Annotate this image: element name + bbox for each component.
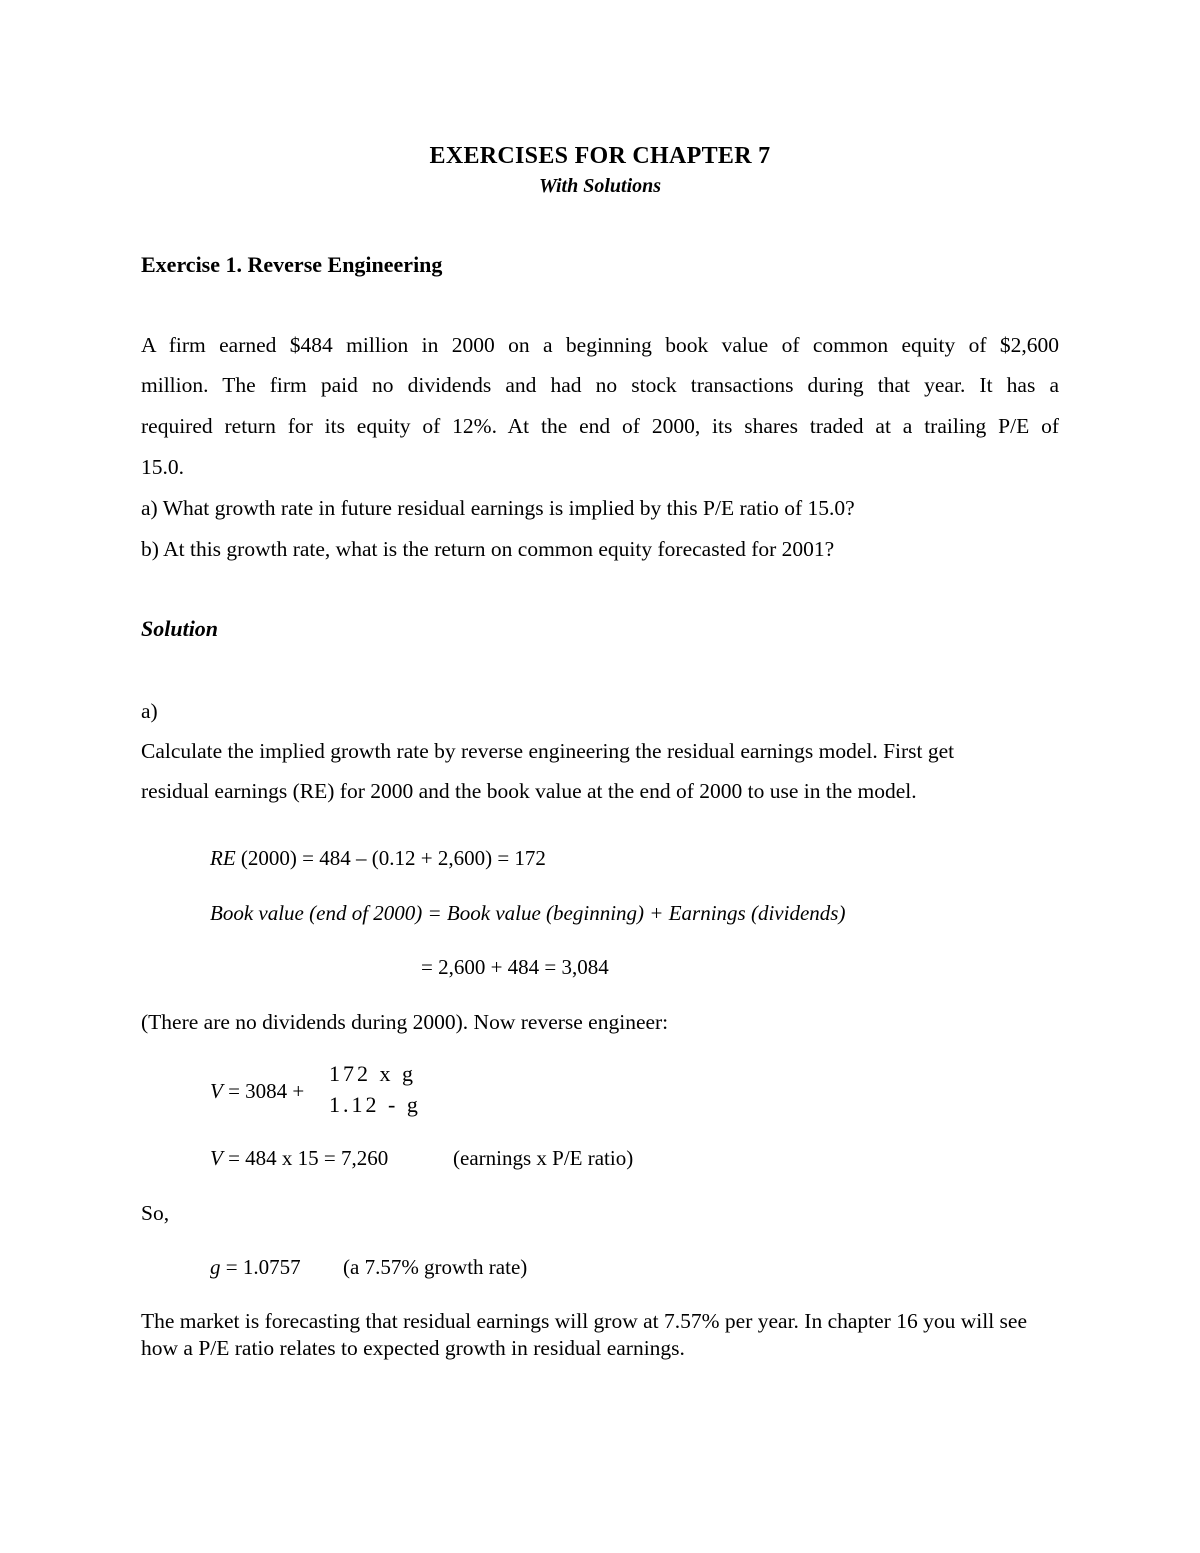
solution-heading: Solution bbox=[141, 616, 219, 641]
document-subtitle: With Solutions bbox=[538, 175, 662, 197]
problem-line-4: 15.0. bbox=[141, 455, 184, 479]
problem-line-1: A firm earned $484 million in 2000 on a beginning book value of common equity of $2,600 bbox=[141, 333, 1059, 357]
conclusion-paragraph: The market is forecasting that residual earnings will grow at 7.57% per year. In chapter 16 you will see how a P/E ratio relates to expected growth in residual earnings. bbox=[141, 1309, 1027, 1360]
re-expression: (2000) = 484 – (0.12 + 2,600) = 172 bbox=[235, 846, 546, 870]
v-expression: = 3084 + bbox=[222, 1079, 305, 1103]
fraction-denominator: 1.12 - g bbox=[329, 1092, 421, 1117]
re-variable: RE bbox=[210, 846, 236, 870]
equation-book-value: Book value (end of 2000) = Book value (beginning) + Earnings (dividends) bbox=[210, 901, 846, 925]
problem-line-3: required return for its equity of 12%. At the end of 2000, its shares traded at a trailing P/E of bbox=[141, 414, 1059, 438]
equation-book-value-result: = 2,600 + 484 = 3,084 bbox=[421, 955, 609, 979]
equation-value-model bbox=[210, 1079, 304, 1104]
question-b: b) At this growth rate, what is the return on common equity forecasted for 2001? bbox=[141, 537, 835, 561]
so-label: So, bbox=[141, 1201, 170, 1225]
problem-line-2: million. The firm paid no dividends and had no stock transactions during that year. It has a bbox=[141, 373, 1059, 397]
explanation-line-1: Calculate the implied growth rate by reverse engineering the residual earnings model. First get bbox=[141, 739, 955, 763]
fraction-numerator: 172 x g bbox=[329, 1061, 416, 1086]
explanation-line-2: residual earnings (RE) for 2000 and the book value at the end of 2000 to use in the model. bbox=[141, 779, 917, 803]
question-a: a) What growth rate in future residual earnings is implied by this P/E ratio of 15.0? bbox=[141, 496, 855, 520]
equation-value-pe bbox=[210, 1146, 388, 1171]
equation-value-pe-note: (earnings x P/E ratio) bbox=[453, 1146, 634, 1170]
v2-variable: V bbox=[210, 1146, 223, 1170]
g-expression: = 1.0757 bbox=[220, 1255, 301, 1279]
no-dividends-note: (There are no dividends during 2000). Now reverse engineer: bbox=[141, 1010, 669, 1034]
g-variable: g bbox=[210, 1255, 221, 1279]
equation-residual-earnings bbox=[210, 846, 546, 871]
equation-growth-note: (a 7.57% growth rate) bbox=[343, 1255, 528, 1279]
part-a-label: a) bbox=[141, 699, 158, 723]
v-variable: V bbox=[210, 1079, 223, 1103]
document-title: EXERCISES FOR CHAPTER 7 bbox=[429, 143, 771, 169]
v2-expression: = 484 x 15 = 7,260 bbox=[222, 1146, 389, 1170]
exercise-heading: Exercise 1. Reverse Engineering bbox=[141, 252, 443, 277]
equation-growth bbox=[210, 1255, 301, 1280]
